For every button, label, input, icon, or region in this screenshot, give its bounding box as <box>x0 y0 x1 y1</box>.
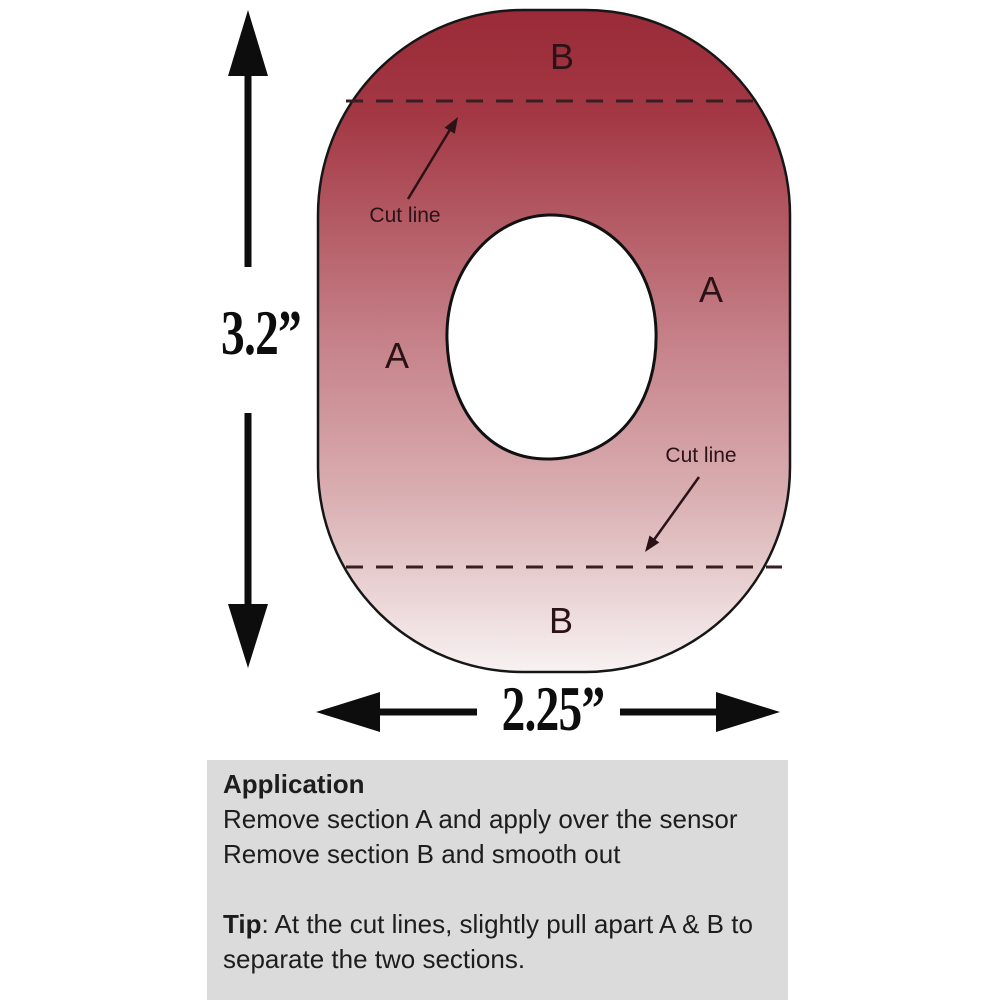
info-box-spacer <box>223 872 772 907</box>
height-arrow-up <box>228 10 268 267</box>
application-tip <box>223 907 772 977</box>
tip-label: Tip <box>223 909 262 939</box>
label-section-b-top: B <box>549 36 575 77</box>
width-arrow-right <box>620 692 780 732</box>
height-arrow-down <box>228 413 268 668</box>
width-arrow-left <box>316 692 477 732</box>
application-info-box <box>207 760 788 1000</box>
application-heading: Application <box>223 769 365 799</box>
cut-line-top-label: Cut line <box>369 204 441 227</box>
application-line-1: Remove section A and apply over the sensor <box>223 804 738 834</box>
label-section-a-right: A <box>698 269 724 310</box>
width-dimension-label: 2.25” <box>501 673 605 744</box>
cut-line-bottom-label: Cut line <box>665 444 737 467</box>
tip-text: : At the cut lines, slightly pull apart A & B to separate the two sections. <box>223 909 753 974</box>
application-line-2: Remove section B and smooth out <box>223 839 621 869</box>
label-section-b-bottom: B <box>548 600 574 641</box>
sensor-hole <box>447 215 656 459</box>
height-dimension-label: 3.2” <box>221 297 301 368</box>
label-section-a-left: A <box>384 335 410 376</box>
